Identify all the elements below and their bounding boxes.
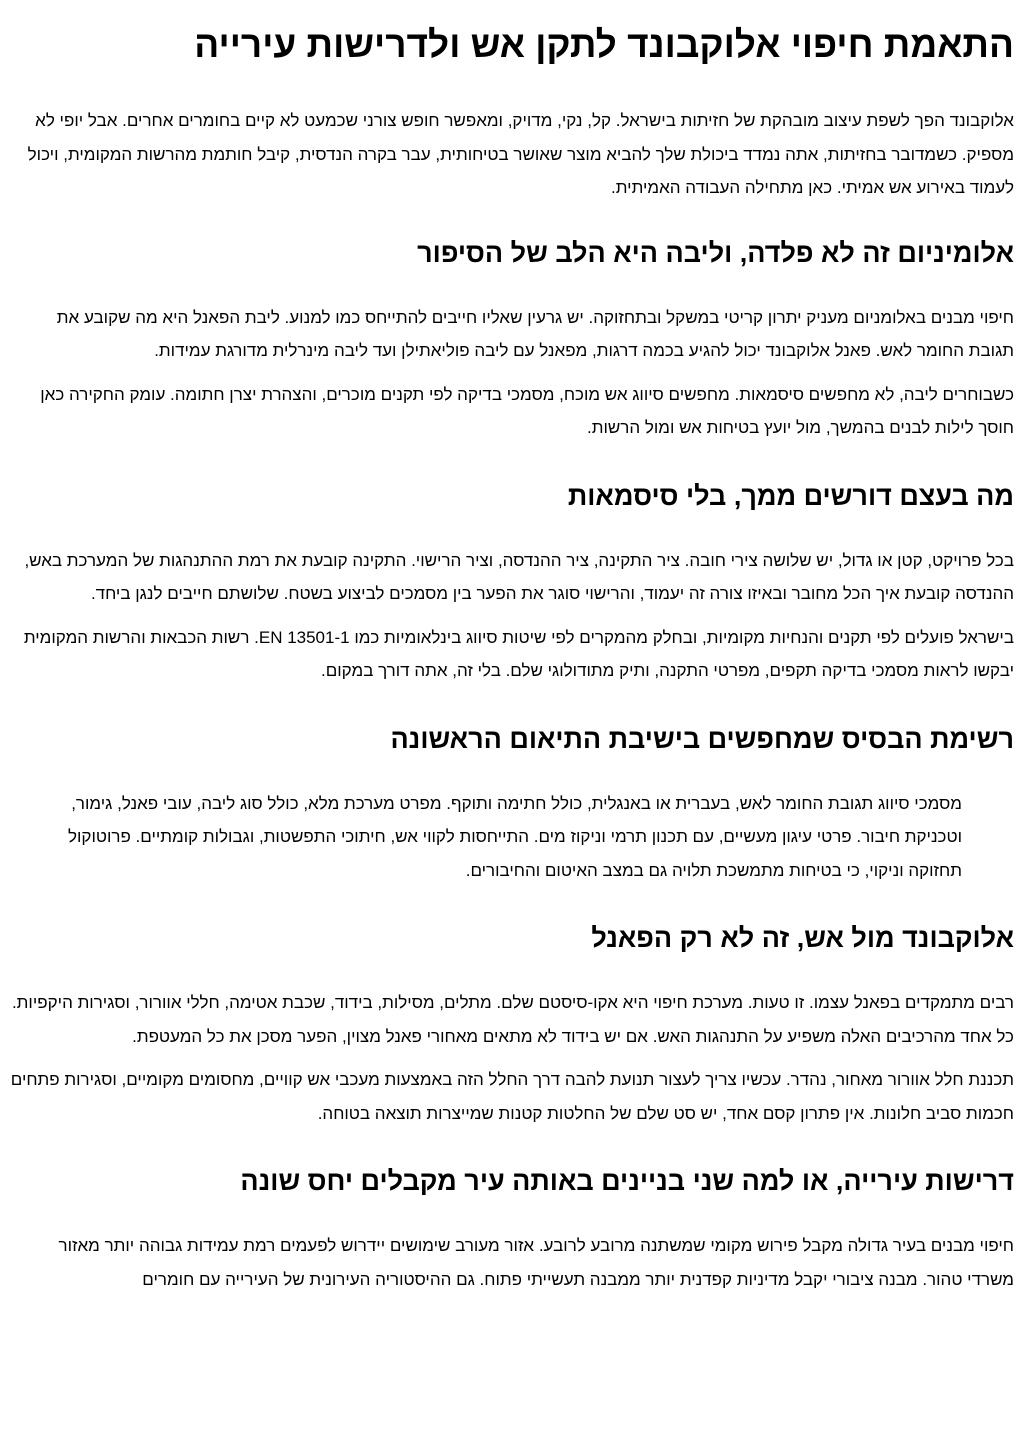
page-title: התאמת חיפוי אלוקבונד לתקן אש ולדרישות עירייה — [194, 24, 1014, 65]
section-paragraph: חיפוי מבנים בעיר גדולה מקבל פירוש מקומי שמשתנה מרובע לרובע. אזור מעורב שימושים יידרוש לפעמים רמת עמידות גבוהה יותר מאזור משרדי טהור. מבנה ציבורי יקבל מדיניות קפדנית יותר ממבנה תעשייתי פתוח. גם ההיסטוריה העירונית של העירייה עם חומרים — [58, 1236, 1014, 1289]
section-heading-municipal-requirements: דרישות עירייה, או למה שני בניינים באותה עיר מקבלים יחס שונה — [240, 1166, 1014, 1196]
section-heading-checklist: רשימת הבסיס שמחפשים בישיבת התיאום הראשונה — [390, 723, 1014, 754]
intro-paragraph: אלוקבונד הפך לשפת עיצוב מובהקת של חזיתות בישראל. קל, נקי, מדויק, ומאפשר חופש צורני שכמעט לא קיים בחומרים אחרים. אבל יופי לא מספיק. כשמדובר בחזיתות, אתה נמדד ביכולת שלך להביא מוצר שאושר בטיחותית, עבר בקרה הנדסית, קיבל חותמת מהרשות המקומית, ויכול לעמוד באירוע אש אמיתי. כאן מתחילה העבודה האמיתית. — [27, 111, 1014, 197]
section-paragraph: חיפוי מבנים באלומניום מעניק יתרון קריטי במשקל ובתחזוקה. יש גרעין שאליו חייבים להתייחס כמו למנוע. ליבת הפאנל היא מה שקובע את תגובת החומר לאש. פאנל אלוקבונד יכול להגיע בכמה דרגות, מפאנל עם ליבה פוליאתילן ועד ליבה מינרלית מדורגת עמידות. — [56, 307, 1014, 360]
section-paragraph: בכל פרויקט, קטן או גדול, יש שלושה צירי חובה. ציר התקינה, ציר ההנדסה, וציר הרישוי. התקינה קובעת את רמת ההתנהגות של המערכת באש, ההנדסה קובעת איך הכל מחובר ובאיזו צורה זה יעמוד, והרישוי סוגר את הפער בין מסמכים לביצוע בשטח. שלושתם חייבים לנגן ביחד. — [24, 550, 1014, 603]
list-item: מסמכי סיווג תגובת החומר לאש, בעברית או באנגלית, כולל חתימה ותוקף. מפרט מערכת מלא, כולל סוג ליבה, עובי פאנל, גימור, וטכניקת חיבור. פרטי עיגון מעשיים, עם תכנון תרמי וניקוז מים. התייחסות לקווי אש, חיתוכי התפשטות, וגבולות קומתיים. פרוטוקול תחזוקה וניקוי, כי בטיחות מתמשכת תלויה גם במצב האיטום והחיבורים. — [68, 793, 962, 880]
section-paragraph: בישראל פועלים לפי תקנים והנחיות מקומיות, ובחלק מהמקרים לפי שיטות סיווג בינלאומיות כמו EN 13501-1. רשות הכבאות והרשות המקומית יבקשו לראות מסמכי בדיקה תקפים, מפרטי התקנה, ותיק מתודולוגי שלם. בלי זה, אתה דורך במקום. — [23, 627, 1014, 680]
section-heading-requirements: מה בעצם דורשים ממך, בלי סיסמאות — [567, 480, 1014, 511]
section-paragraph: רבים מתמקדים בפאנל עצמו. זו טעות. מערכת חיפוי היא אקו-סיסטם שלם. מתלים, מסילות, בידוד, שכבת אטימה, חללי אוורור, וסגירות היקפיות. כל אחד מהרכיבים האלה משפיע על התנהגות האש. אם יש בידוד לא מתאים מאחורי פאנל מצוין, הפער מסכן את כל המעטפת. — [11, 993, 1014, 1046]
section-paragraph: תכננת חלל אוורור מאחור, נהדר. עכשיו צריך לעצור תנועת להבה דרך החלל הזה באמצעות מעכבי אש קוויים, מחסומים מקומיים, וסגירות פתחים חכמות סביב חלונות. אין פתרון קסם אחד, יש סט שלם של החלטות קטנות שמייצרות תוצאה בטוחה. — [10, 1070, 1014, 1123]
section-paragraph: כשבוחרים ליבה, לא מחפשים סיסמאות. מחפשים סיווג אש מוכח, מסמכי בדיקה לפי תקנים מוכרים, והצהרת יצרן חתומה. עומק החקירה כאן חוסך לילות לבנים בהמשך, מול יועץ בטיחות אש ומול הרשות. — [40, 384, 1014, 437]
section-heading-aluminum-core: אלומיניום זה לא פלדה, וליבה היא הלב של הסיפור — [417, 237, 1014, 268]
checklist — [10, 787, 1014, 888]
section-heading-fire-system: אלוקבונד מול אש, זה לא רק הפאנל — [591, 923, 1014, 953]
